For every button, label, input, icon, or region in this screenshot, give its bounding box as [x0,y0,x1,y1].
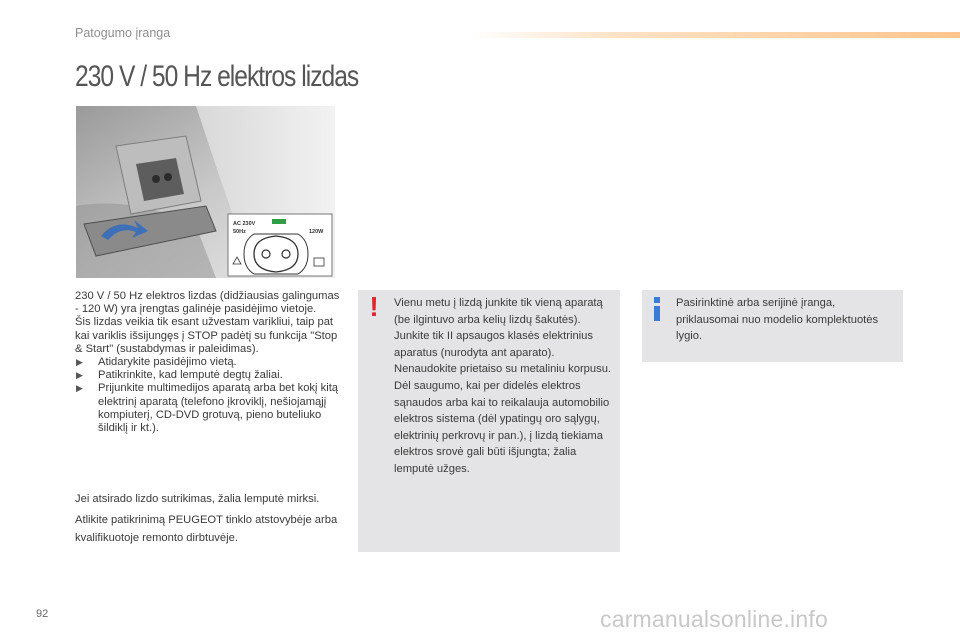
green-led [272,219,286,224]
step-item [75,369,345,382]
note-paragraph: Jei atsirado lizdo sutrikimas, žalia lemputė mirksi. [75,493,320,505]
info-text: Pasirinktinė arba serijinė įranga, priklausomai nuo modelio komplektuotės lygio. [676,297,879,343]
socket-illustration [76,106,335,278]
warning-text [394,295,612,478]
watermark: carmanualsonline.info [600,606,828,632]
arrow-bullet-icon: ▶ [76,370,83,381]
socket-pin-left [152,175,160,183]
socket-detail-inset [228,214,332,276]
socket-pin-right [164,173,172,181]
warning-paragraph: Vienu metu į lizdą junkite tik vieną aparatą (be ilgintuvo arba kelių lizdų šakutės). [394,297,603,326]
step-text: Patikrinkite, kad lemputė degtų žaliai. [98,369,283,382]
notes [75,490,345,547]
socket-opening [136,158,184,201]
main-text [75,290,345,435]
step-text: Atidarykite pasidėjimo vietą. [98,356,237,369]
arrow-bullet-icon: ▶ [76,383,83,394]
step-text: Prijunkite multimedijos aparatą arba bet kokį kitą elektrinį aparatą (telefono įkroviklį, nešiojamąjį kompiuterį, CD-DVD grotuvą, pieno buteliuko šildiklį ir kt.). [98,382,339,435]
arrow-bullet-icon: ▶ [76,357,83,368]
step-item [75,382,345,435]
warning-paragraph: Nenaudokite prietaiso su metaliniu korpusu. [394,363,612,376]
inset-label-ac: AC 230V [233,221,256,227]
main-paragraph: 230 V / 50 Hz elektros lizdas (didžiausias galingumas - 120 W) yra įrengtas galinėje pasidėjimo vietoje. [75,290,340,316]
info-icon [652,297,662,321]
main-paragraph: Šis lizdas veikia tik esant užvestam varikliui, taip pat kai variklis išsijungęs į STOP padėtį su funkcija "Stop & Start" (sustabdymas ir paleidimas). [75,316,338,355]
header-accent-bar [470,32,960,38]
section-header: Patogumo įranga [75,26,171,40]
page-number: 92 [36,608,49,620]
inset-label-hz: 50Hz [233,229,246,235]
page-title: 230 V / 50 Hz elektros lizdas [75,60,359,93]
note-paragraph: Atlikite patikrinimą PEUGEOT tinklo atstovybėje arba kvalifikuotoje remonto dirbtuvėje. [75,514,338,544]
warning-paragraph: Dėl saugumo, kai per didelės elektros sąnaudos arba kai to reikalauja automobilio elektros sistema (dėl ypatingų oro sąlygų, elektrinių perkrovų ir pan.), į lizdą tiekiama elektros srovė gali būti išjungta; žalia lemputė užges. [394,379,610,475]
step-item [75,356,345,369]
inset-label-w: 120W [309,229,324,235]
warning-exclamation-icon: ! [369,291,379,322]
warning-paragraph: Junkite tik II apsaugos klasės elektrinius aparatus (nurodyta ant aparato). [394,330,593,359]
